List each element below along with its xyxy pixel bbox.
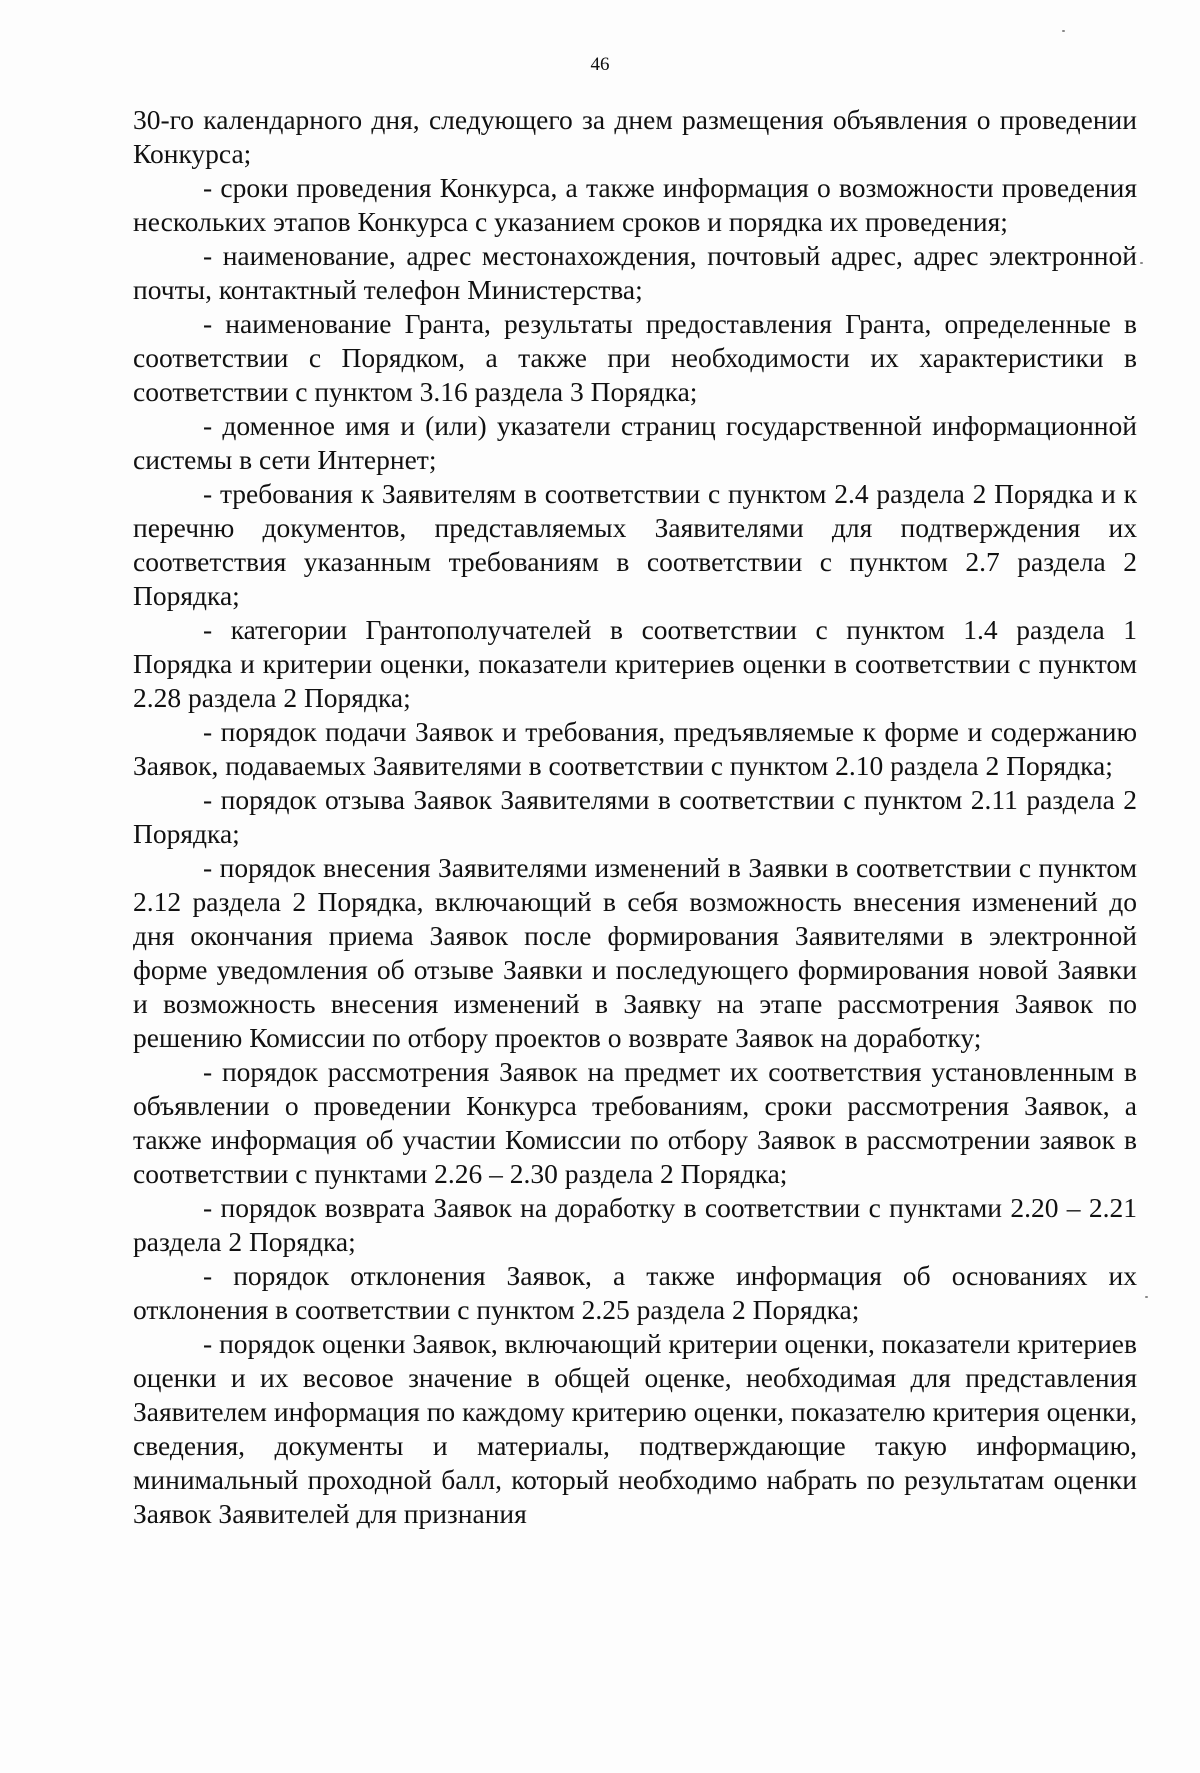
list-item-domain-name: - доменное имя и (или) указатели страниц государственной информационной системы в сети Интернет; <box>133 410 1137 475</box>
list-item-return-procedure: - порядок возврата Заявок на доработку в соответствии с пунктами 2.20 – 2.21 раздела 2 Порядка; <box>133 1192 1137 1257</box>
list-item-submission-procedure: - порядок подачи Заявок и требования, предъявляемые к форме и содержанию Заявок, подаваемых Заявителями в соответствии с пунктом 2.10 раздела 2 Порядка; <box>133 716 1137 781</box>
scan-speck <box>1062 30 1065 32</box>
list-item-applicant-requirements: - требования к Заявителям в соответствии с пунктом 2.4 раздела 2 Порядка и к перечню документов, представляемых Заявителями для подтверждения их соответствия указанным требованиям в соответствии с пунктом 2.7 раздела 2 Порядка; <box>133 478 1137 611</box>
list-item-grant-name-results: - наименование Гранта, результаты предоставления Гранта, определенные в соответствии с Порядком, а также при необходимости их характеристики в соответствии с пунктом 3.16 раздела 3 Порядка; <box>133 308 1137 407</box>
list-item-contest-terms: - сроки проведения Конкурса, а также информация о возможности проведения нескольких этапов Конкурса с указанием сроков и порядка их проведения; <box>133 172 1137 237</box>
list-item-review-procedure: - порядок рассмотрения Заявок на предмет их соответствия установленным в объявлении о проведении Конкурса требованиям, сроки рассмотрения Заявок, а также информация об участии Комиссии по отбору Заявок в рассмотрении заявок в соответствии с пунктами 2.26 – 2.30 раздела 2 Порядка; <box>133 1056 1137 1189</box>
scan-speck <box>1145 1296 1148 1298</box>
page-number: 46 <box>590 54 610 75</box>
list-item-grantee-categories: - категории Грантополучателей в соответствии с пунктом 1.4 раздела 1 Порядка и критерии оценки, показатели критериев оценки в соответствии с пунктом 2.28 раздела 2 Порядка; <box>133 614 1137 713</box>
scan-speck <box>1140 262 1143 264</box>
list-item-amendment-procedure: - порядок внесения Заявителями изменений в Заявки в соответствии с пунктом 2.12 раздела 2 Порядка, включающий в себя возможность внесения изменений до дня окончания приема Заявок после формирования Заявителями в электронной форме уведомления об отзыве Заявки и последующего формирования новой Заявки и возможность внесения изменений в Заявку на этапе рассмотрения Заявок по решению Комиссии по отбору проектов о возврате Заявок на доработку; <box>133 852 1137 1053</box>
list-item-rejection-procedure: - порядок отклонения Заявок, а также информация об основаниях их отклонения в соответствии с пунктом 2.25 раздела 2 Порядка; <box>133 1260 1137 1325</box>
list-item-evaluation-procedure: - порядок оценки Заявок, включающий критерии оценки, показатели критериев оценки и их весовое значение в общей оценке, необходимая для представления Заявителем информация по каждому критерию оценки, показателю критерия оценки, сведения, документы и материалы, подтверждающие такую информацию, минимальный проходной балл, который необходимо набрать по результатам оценки Заявок Заявителей для признания <box>133 1328 1137 1529</box>
paragraph-continuation: 30-го календарного дня, следующего за днем размещения объявления о проведении Конкурса; <box>133 104 1137 169</box>
list-item-withdrawal-procedure: - порядок отзыва Заявок Заявителями в соответствии с пунктом 2.11 раздела 2 Порядка; <box>133 784 1137 849</box>
document-body <box>133 103 1137 1531</box>
list-item-ministry-contacts: - наименование, адрес местонахождения, почтовый адрес, адрес электронной почты, контактный телефон Министерства; <box>133 240 1137 305</box>
